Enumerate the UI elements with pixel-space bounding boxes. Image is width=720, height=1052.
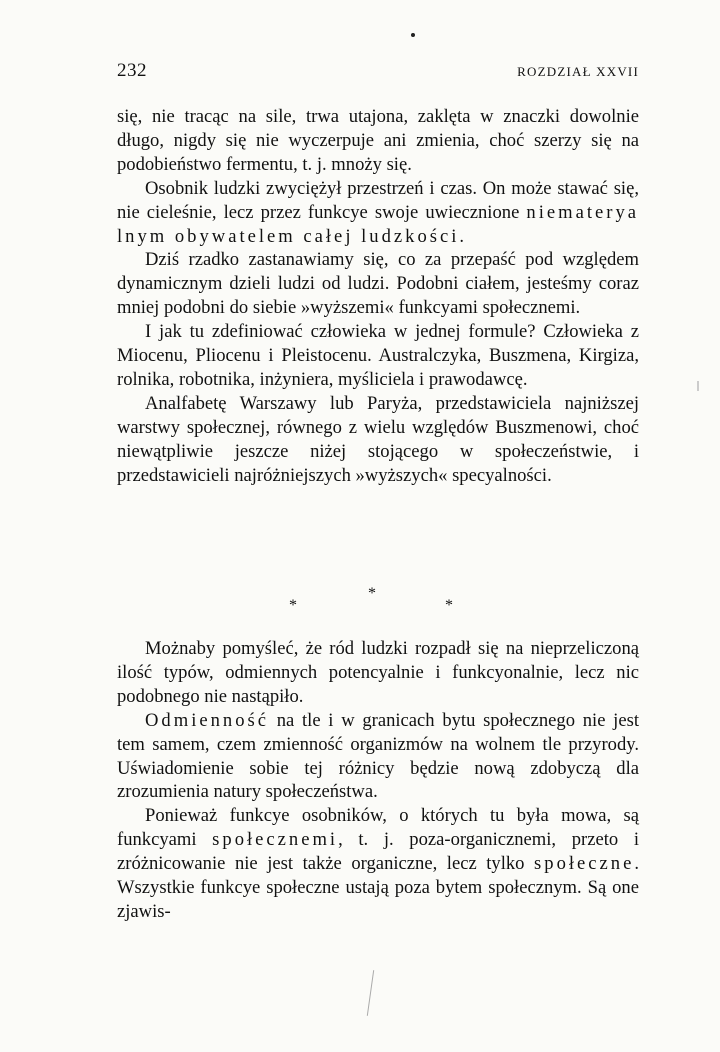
section-break [117, 586, 639, 620]
paragraph: Możnaby pomyśleć, że ród ludzki rozpadł się na nieprzeliczoną ilość typów, odmiennych potencyalnie i funkcyonalnie, lecz nic podobnego nie nastąpiło. [117, 638, 639, 707]
book-page [117, 0, 639, 1052]
paragraph: Osobnik ludzki zwyciężył przestrzeń i czas. On może stawać się, nie cieleśnie, lecz przez funkcye swoje uwiecznione niematerya lnym obywatelem całej ludzkości. [117, 177, 639, 247]
paragraph: się, nie tracąc na sile, trwa utajona, zaklęta w znaczki dowolnie długo, nigdy się nie wyczerpuje ani zmienia, choć szerzy się na podobieństwo fermentu, t. j. mnoży się. [117, 106, 639, 175]
section-star: * [368, 585, 376, 602]
spaced-emphasis: Odmienność [145, 709, 269, 731]
print-dot [411, 33, 415, 37]
running-head: ROZDZIAŁ XXVII [517, 64, 639, 79]
paragraph: Odmienność na tle i w granicach bytu społecznego nie jest tem samem, czem zmienność organizmów na wolnem tle przyrody. Uświadomienie sobie tej różnicy będzie nową zdobyczą dla zrozumienia natury społeczeństwa. [117, 709, 639, 803]
paragraph: Dziś rzadko zastanawiamy się, co za przepaść pod względem dynamicznym dzieli ludzi od ludzi. Podobni ciałem, jesteśmy coraz mniej podobni do siebie »wyższemi« funkcyami społecznemi. [117, 249, 639, 319]
spaced-emphasis: niematerya lnym obywatelem całej ludzkości [117, 201, 639, 247]
section-star: * [445, 597, 453, 614]
page-header [117, 60, 639, 84]
paragraph: Ponieważ funkcye osobników, o których tu była mowa, są funkcyami społecznemi, t. j. poza-organicznemi, przeto i zróżnicowanie nie jest także organiczne, lecz tylko społeczne. Wszystkie funkcye społeczne ustają poza bytem społecznym. Są one zjawis- [117, 805, 639, 922]
paragraph: I jak tu zdefiniować człowieka w jednej formule? Człowieka z Miocenu, Pliocenu i Pleistocenu. Australczyka, Buszmena, Kirgiza, rolnika, robotnika, inżyniera, myśliciela i prawodawcę. [117, 321, 639, 390]
section-star: * [289, 597, 297, 614]
spaced-emphasis: społeczne [534, 853, 635, 875]
margin-mark [697, 381, 699, 391]
body-text-part1 [117, 105, 639, 488]
page-number: 232 [117, 60, 147, 81]
body-text-part2 [117, 637, 639, 924]
paragraph: Analfabetę Warszawy lub Paryża, przedstawiciela najniższej warstwy społecznej, równego z wielu względów Buszmenowi, choć niewątpliwie jeszcze niżej stojącego w społeczeństwie, i przedstawicieli najróżniejszych »wyższych« specyalności. [117, 392, 639, 486]
spaced-emphasis: społecznemi [212, 829, 339, 851]
